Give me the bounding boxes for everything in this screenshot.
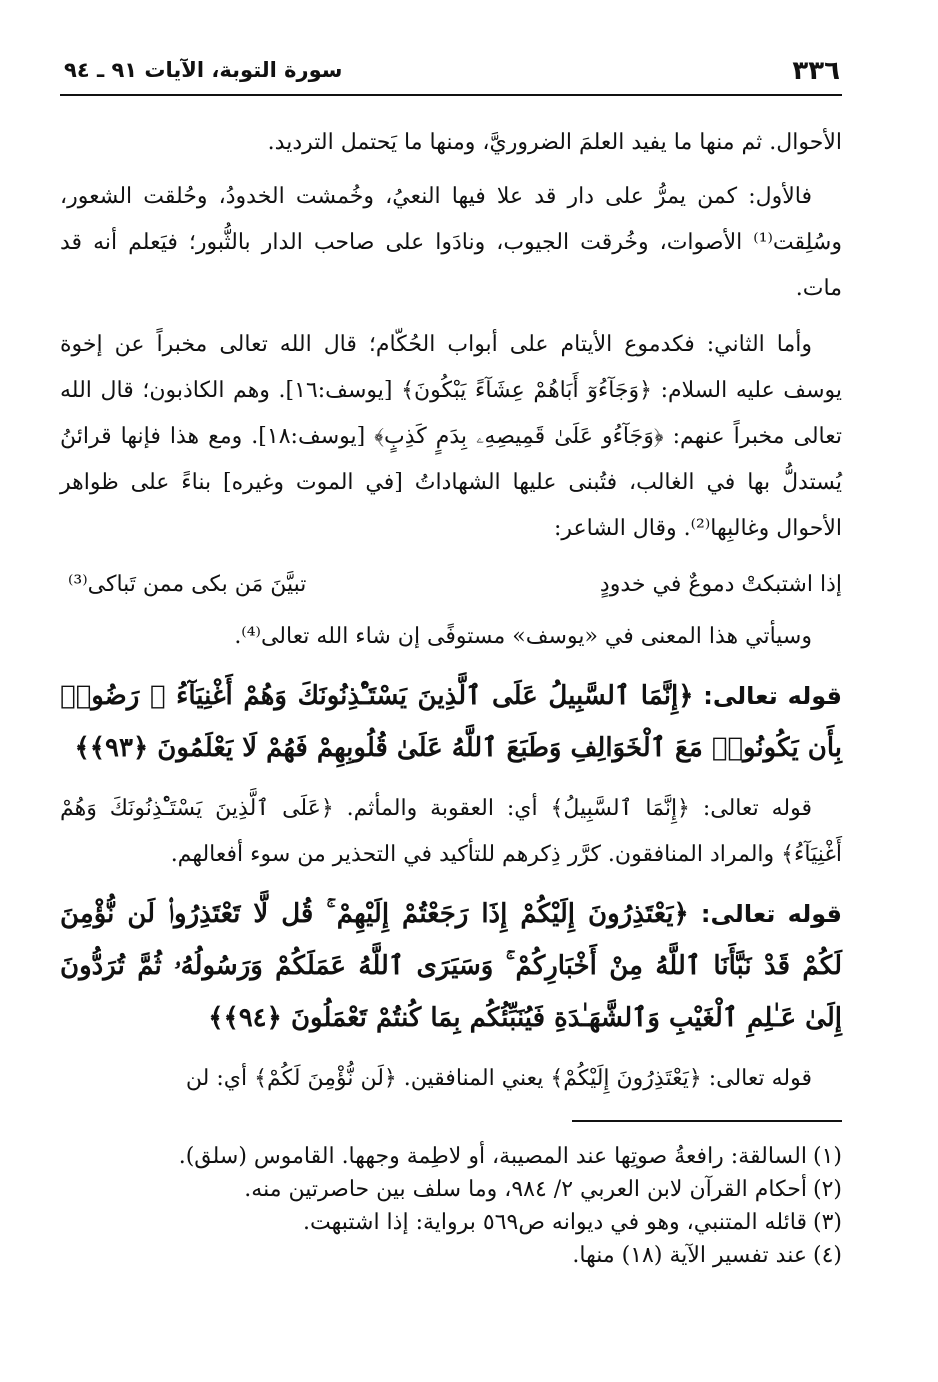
verse-94-lead: قوله تعالى: bbox=[700, 900, 843, 928]
verse-93-lead: قوله تعالى: bbox=[703, 682, 842, 710]
footnote-text: أحكام القرآن لابن العربي ٢/ ٩٨٤، وما سلف بين حاصرتين منه. bbox=[244, 1177, 807, 1202]
verse-93-block bbox=[60, 670, 842, 774]
footnote-number: (١) bbox=[812, 1144, 842, 1169]
footnote-number: (٣) bbox=[812, 1210, 842, 1235]
footnote-2 bbox=[60, 1173, 842, 1206]
running-title: سورة التوبة، الآيات ٩١ ـ ٩٤ bbox=[64, 58, 343, 82]
paragraph-6: قوله تعالى: ﴿يَعْتَذِرُونَ إِلَيْكُمْ﴾ يعني المنافقين. ﴿لَن نُّؤْمِنَ لَكُمْ﴾ أي: لن bbox=[185, 1066, 812, 1091]
footnotes bbox=[60, 1140, 842, 1272]
verse-94-block bbox=[60, 888, 842, 1044]
verse-93-text: ﴿إِنَّمَا ٱلسَّبِيلُ عَلَى ٱلَّذِينَ يَسْتَـْٔذِنُونَكَ وَهُمْ أَغْنِيَآءُ ۚ رَضُوا۟ بِأَن يَكُونُوا۟ مَعَ ٱلْخَوَالِفِ وَطَبَعَ ٱللَّهُ عَلَىٰ قُلُوبِهِمْ فَهُمْ لَا يَعْلَمُونَ ﴿٩٣﴾﴾ bbox=[60, 681, 842, 763]
footnote-text: قائله المتنبي، وهو في ديوانه ص٥٦٩ برواية: إذا اشتبهت. bbox=[303, 1210, 807, 1235]
page-number: ٣٣٦ bbox=[792, 56, 840, 86]
paragraph-4: وسيأتي هذا المعنى في «يوسف» مستوفًى إن شاء الله تعالى⁽⁴⁾. bbox=[234, 624, 812, 649]
footnote-text: السالقة: رافعةُ صوتِها عند المصيبة، أو لاطِمة وجهها. القاموس (سلق). bbox=[178, 1144, 807, 1169]
footnote-4 bbox=[60, 1239, 842, 1272]
footnote-3 bbox=[60, 1206, 842, 1239]
footnote-number: (٢) bbox=[812, 1177, 842, 1202]
paragraph-2: فالأول: كمن يمرُّ على دار قد علا فيها النعيُ، وخُمشت الخدودُ، وحُلقت الشعور، وسُلِقت⁽¹⁾ الأصوات، وخُرقت الجيوب، ونادَوا على صاحب الدار بالثُّبور؛ فيَعلم أنه قد مات. bbox=[60, 184, 842, 301]
paragraph-3: وأما الثاني: فكدموع الأيتام على أبواب الحُكّام؛ قال الله تعالى مخبراً عن إخوة يوسف عليه السلام: ﴿وَجَآءُوٓ أَبَاهُمْ عِشَآءً يَبْكُونَ﴾ [يوسف:١٦]. وهم الكاذبون؛ قال الله تعالى مخبراً عنهم: ﴿وَجَآءُو عَلَىٰ قَمِيصِهِۦ بِدَمٍ كَذِبٍ﴾ [يوسف:١٨]. ومع هذا فإنها قرائنُ يُستدلُّ بها في الغالب، فتُبنى عليها الشهاداتُ [في الموت وغيره] بناءً على ظواهر الأحوال وغالبِها⁽²⁾. وقال الشاعر: bbox=[60, 332, 843, 541]
footnote-number: (٤) bbox=[812, 1243, 842, 1268]
poetry-verse bbox=[60, 562, 842, 608]
page-header bbox=[60, 50, 842, 96]
poetry-first-hemistich: إذا اشتبكتْ دموعٌ في خدودٍ bbox=[599, 572, 842, 597]
footnote-divider bbox=[572, 1120, 842, 1122]
book-page bbox=[60, 50, 842, 1322]
poetry-second-hemistich: تبيَّنَ مَن بكى ممن تَباكى⁽³⁾ bbox=[68, 572, 307, 597]
footnote-1 bbox=[60, 1140, 842, 1173]
main-text bbox=[60, 120, 842, 1102]
verse-94-text: ﴿يَعْتَذِرُونَ إِلَيْكُمْ إِذَا رَجَعْتُمْ إِلَيْهِمْ ۚ قُل لَّا تَعْتَذِرُوا۟ لَن نُّؤْمِنَ لَكُمْ قَدْ نَبَّأَنَا ٱللَّهُ مِنْ أَخْبَارِكُمْ ۚ وَسَيَرَى ٱللَّهُ عَمَلَكُمْ وَرَسُولُهُۥ ثُمَّ تُرَدُّونَ إِلَىٰ عَـٰلِمِ ٱلْغَيْبِ وَٱلشَّهَـٰدَةِ فَيُنَبِّئُكُم بِمَا كُنتُمْ تَعْمَلُونَ ﴿٩٤﴾﴾ bbox=[60, 899, 842, 1033]
footnote-text: عند تفسير الآية (١٨) منها. bbox=[572, 1243, 807, 1268]
paragraph-1: الأحوال. ثم منها ما يفيد العلمَ الضروريَّ، ومنها ما يَحتمل الترديد. bbox=[267, 130, 842, 155]
paragraph-5: قوله تعالى: ﴿إِنَّمَا ٱلسَّبِيلُ﴾ أي: العقوبة والمأثم. ﴿عَلَى ٱلَّذِينَ يَسْتَـْٔذِنُونَكَ وَهُمْ أَغْنِيَآءُ﴾ والمراد المنافقون. كرَّر ذِكرهم للتأكيد في التحذير من سوء أفعالهم. bbox=[60, 796, 842, 867]
